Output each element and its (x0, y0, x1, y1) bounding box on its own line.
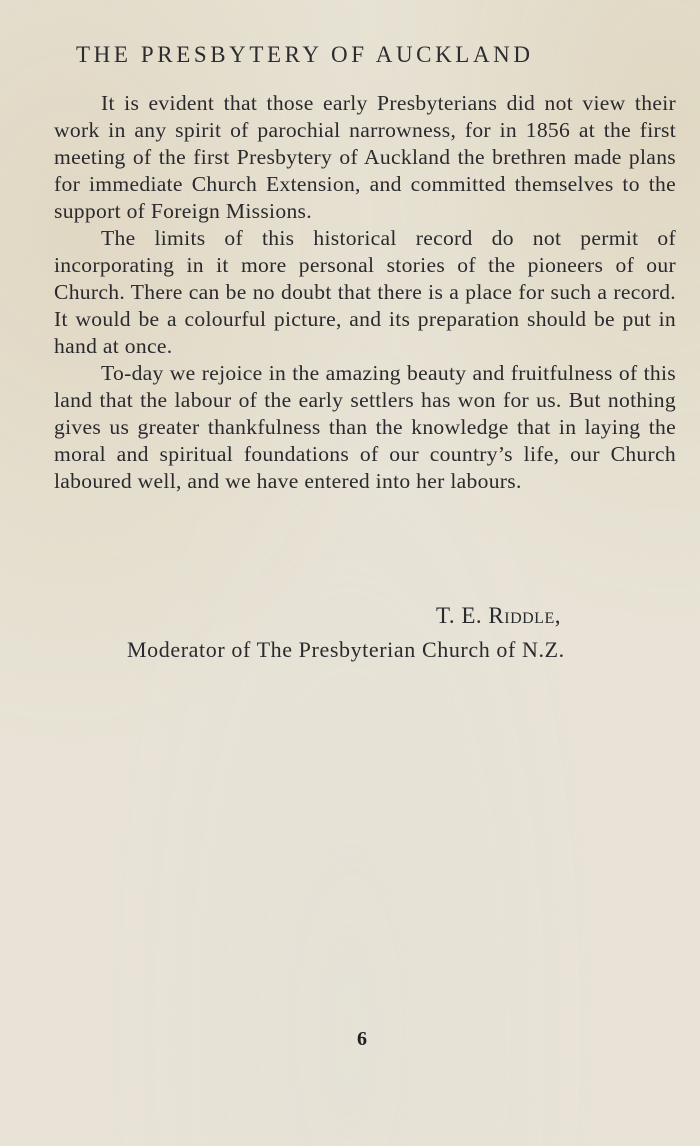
page-number: 6 (357, 1028, 367, 1050)
signature (436, 603, 561, 629)
paragraph-today-we-rejoice: To-day we rejoice in the amazing beauty and fruitfulness of this land that the labour of the early settlers has won for us. But nothing gives us greater thankfulness than the knowledge that in laying the moral and spiritual foundations of our country’s life, our Church laboured well, and we have entered into her labours. (54, 361, 676, 493)
body-text (54, 90, 676, 495)
paragraph-historical-record: The limits of this historical record do not permit of incorporating in it more personal stories of the pioneers of our Church. There can be no doubt that there is a place for such a record. It would be a colourful picture, and its preparation should be put in hand at once. (54, 226, 676, 358)
signature-initials: T. E. (436, 603, 483, 628)
running-head: THE PRESBYTERY OF AUCKLAND (76, 42, 534, 67)
paragraph-early-presbyterians: It is evident that those early Presbyterians did not view their work in any spirit of parochial narrowness, for in 1856 at the first meeting of the first Presbytery of Auckland the brethren made plans for immediate Church Extension, and committed themselves to the support of Foreign Missions. (54, 91, 676, 223)
signature-surname: Riddle, (488, 603, 561, 628)
signature-title: Moderator of The Presbyterian Church of N.Z. (127, 637, 565, 662)
